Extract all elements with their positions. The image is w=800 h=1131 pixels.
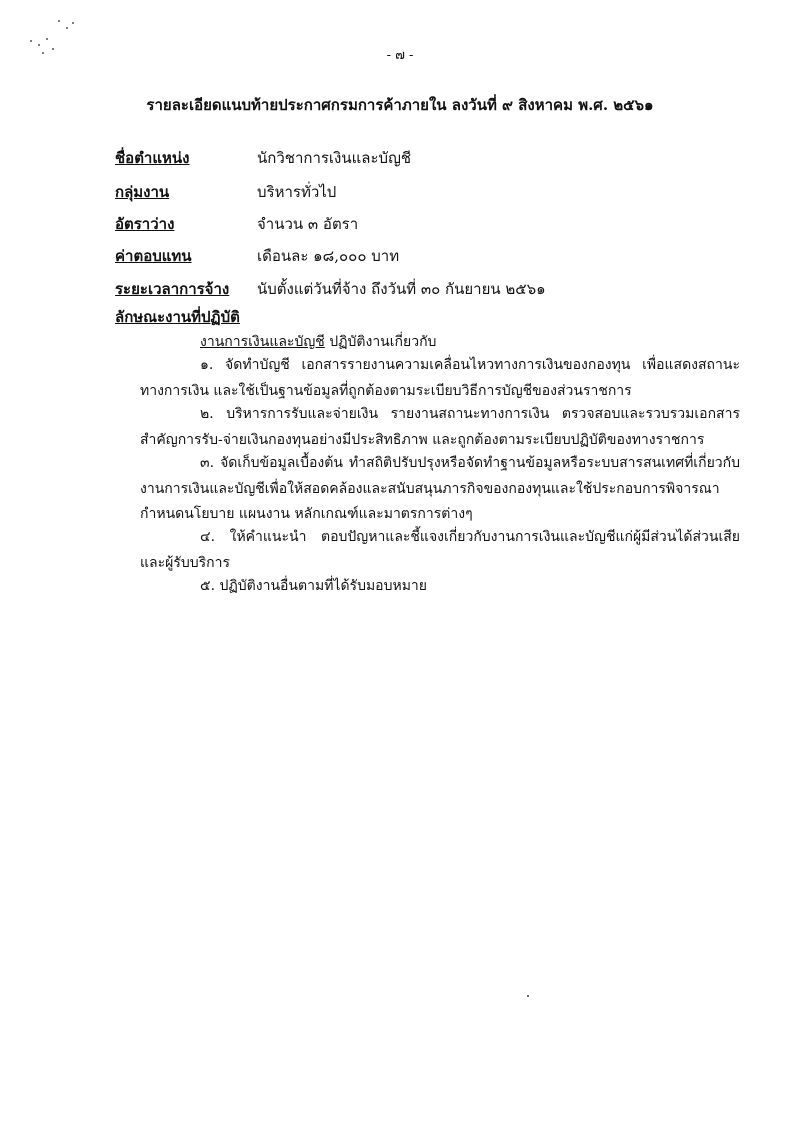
field-label: กลุ่มงาน bbox=[115, 183, 170, 201]
duty-item-4-block bbox=[140, 525, 740, 576]
duty-item: ๕. ปฏิบัติงานอื่นตามที่ได้รับมอบหมาย bbox=[200, 578, 428, 594]
field-value: นับตั้งแต่วันที่จ้าง ถึงวันที่ ๓๐ กันยายน ๒๕๖๑ bbox=[257, 280, 546, 298]
duties-heading: ลักษณะงานที่ปฏิบัติ bbox=[115, 308, 240, 326]
duty-item-3-block bbox=[140, 451, 740, 528]
page-number: - ๗ - bbox=[386, 48, 414, 63]
duties-intro-work-name: งานการเงินและบัญชี bbox=[200, 334, 325, 350]
field-label: อัตราว่าง bbox=[115, 215, 175, 233]
document-title: รายละเอียดแนบท้ายประกาศกรมการค้าภายใน ลงวันที่ ๙ สิงหาคม พ.ศ. ๒๕๖๑ bbox=[146, 96, 654, 114]
scan-speck bbox=[30, 40, 32, 42]
scan-speck bbox=[66, 27, 68, 29]
duty-item-5-block bbox=[140, 574, 740, 600]
scan-speck bbox=[58, 20, 60, 22]
scan-speck bbox=[527, 995, 529, 997]
field-label: ชื่อตำแหน่ง bbox=[115, 149, 190, 167]
field-label: ระยะเวลาการจ้าง bbox=[115, 280, 230, 298]
scan-speck bbox=[72, 22, 74, 24]
duty-item-2-block bbox=[140, 402, 740, 453]
field-label: ค่าตอบแทน bbox=[115, 247, 192, 265]
duty-item-1-block bbox=[140, 353, 740, 404]
duty-item: ๓. จัดเก็บข้อมูลเบื้องต้น ทำสถิติปรับปรุงหรือจัดทำฐานข้อมูลหรือระบบสารสนเทศที่เกี่ยวกับงานการเงินและบัญชีเพื่อให้สอดคล้องและสนับสนุนภารกิจของกองทุนและใช้ประกอบการพิจารณากำหนดนโยบาย แผนงาน หลักเกณฑ์และมาตรการต่างๆ bbox=[140, 455, 740, 522]
duty-item: ๑. จัดทำบัญชี เอกสารรายงานความเคลื่อนไหวทางการเงินของกองทุน เพื่อแสดงสถานะทางการเงิน และใช้เป็นฐานข้อมูลที่ถูกต้องตามระเบียบวิธีการบัญชีของส่วนราชการ bbox=[140, 357, 740, 399]
field-value: นักวิชาการเงินและบัญชี bbox=[257, 149, 412, 167]
field-value: จำนวน ๓ อัตรา bbox=[257, 215, 359, 233]
field-value: เดือนละ ๑๘,๐๐๐ บาท bbox=[257, 247, 400, 265]
duty-item: ๒. บริหารการรับและจ่ายเงิน รายงานสถานะทางการเงิน ตรวจสอบและรวบรวมเอกสารสำคัญการรับ-จ่ายเงินกองทุนอย่างมีประสิทธิภาพ และถูกต้องตามระเบียบปฏิบัติของทางราชการ bbox=[140, 406, 740, 448]
duties-intro-rest: ปฏิบัติงานเกี่ยวกับ bbox=[324, 334, 437, 350]
duties-intro bbox=[200, 331, 436, 353]
scan-speck bbox=[46, 38, 48, 40]
field-value: บริหารทั่วไป bbox=[257, 183, 337, 201]
duty-item: ๔. ให้คำแนะนำ ตอบปัญหาและชี้แจงเกี่ยวกับงานการเงินและบัญชีแก่ผู้มีส่วนได้ส่วนเสียและผู้รับบริการ bbox=[140, 529, 740, 571]
